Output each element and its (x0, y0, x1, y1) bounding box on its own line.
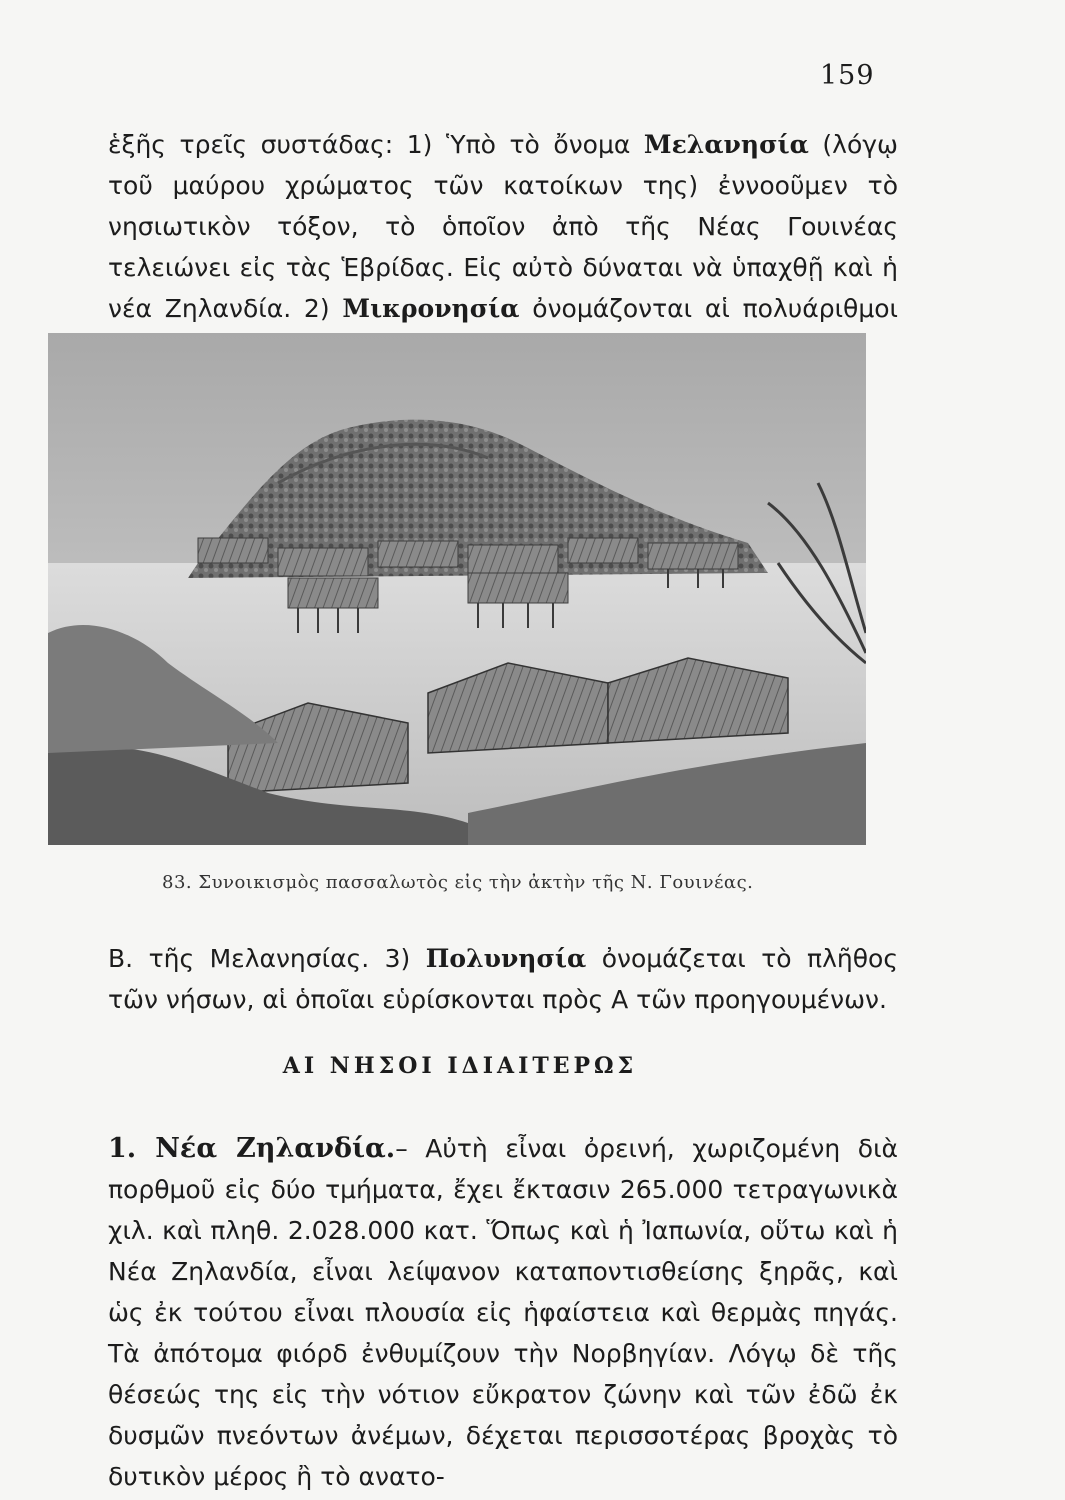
text-span: – Αὐτὴ εἶναι ὀρεινή, χωριζομένη διὰ πορθμοῦ εἰς δύο τμήματα, ἔχει ἔκτασιν 265.000 τετραγωνικὰ χιλ. καὶ πληθ. 2.028.000 κατ. Ὅπως καὶ ἡ Ἰαπωνία, οὕτω καὶ ἡ Νέα Ζηλανδία, εἶναι λείψανον καταποντισθείσης ξηρᾶς, καὶ ὡς ἐκ τούτου εἶναι πλουσία εἰς ἡφαίστεια καὶ θερμὰς πηγάς. Τὰ ἀπότομα φιόρδ ἐνθυμίζουν τὴν Νορβηγίαν. Λόγῳ δὲ τῆς θέσεώς της εἰς τὴν νότιον εὔκρατον ζώνην καὶ τῶν ἐδῶ ἐκ δυσμῶν πνεόντων ἀνέμων, δέχεται περισσοτέρας βροχὰς τὸ δυτικὸν μέρος ἢ τὸ ανατο- (108, 1134, 899, 1491)
text-span: ἑξῆς τρεῖς συστάδας: 1) Ὑπὸ τὸ ὄνομα (108, 130, 644, 159)
page-number: 159 (820, 60, 875, 91)
term-melanesia: Μελανησία (643, 130, 809, 159)
term-polynesia: Πολυνησία (425, 944, 587, 973)
text-span: (λόγῳ τοῦ μαύρου χρώματος τῶν κατοίκων της) ἐννοοῦμεν τὸ νησιωτικὸν τόξον, τὸ ὁποῖον ἀπὸ τῆς Νέας Γουινέας τελειώνει εἰς τὰς Ἑβρίδας. Εἰς αὐτὸ δύναται νὰ ὑπαχθῇ καὶ ἡ νέα Ζηλανδία. 2) (108, 130, 898, 323)
stilt-village-photo (48, 333, 866, 845)
figure-photo (48, 333, 866, 845)
text-span: Β. τῆς Μελανησίας. 3) (108, 944, 426, 973)
subsection-heading: 1. Νέα Ζηλανδία. (108, 1133, 396, 1164)
figure-caption: 83. Συνοικισμὸς πασσαλωτὸς εἰς τὴν ἀκτὴν τῆς Ν. Γουινέας. (162, 872, 754, 893)
text-span: ὀνομάζεται τὸ πλῆθος τῶν νήσων, αἱ ὁποῖαι εὑρίσκονται πρὸς Α τῶν προηγουμένων. (108, 944, 899, 1014)
paragraph-polynesia (108, 938, 898, 1020)
term-micronesia: Μικρονησία (342, 294, 520, 323)
section-heading: ΑΙ ΝΗΣΟΙ ΙΔΙΑΙΤΕΡΩΣ (282, 1053, 638, 1079)
text-span: ὀνομάζονται αἱ πολυάριθμοι (532, 294, 898, 323)
paragraph-new-zealand (108, 1128, 898, 1497)
